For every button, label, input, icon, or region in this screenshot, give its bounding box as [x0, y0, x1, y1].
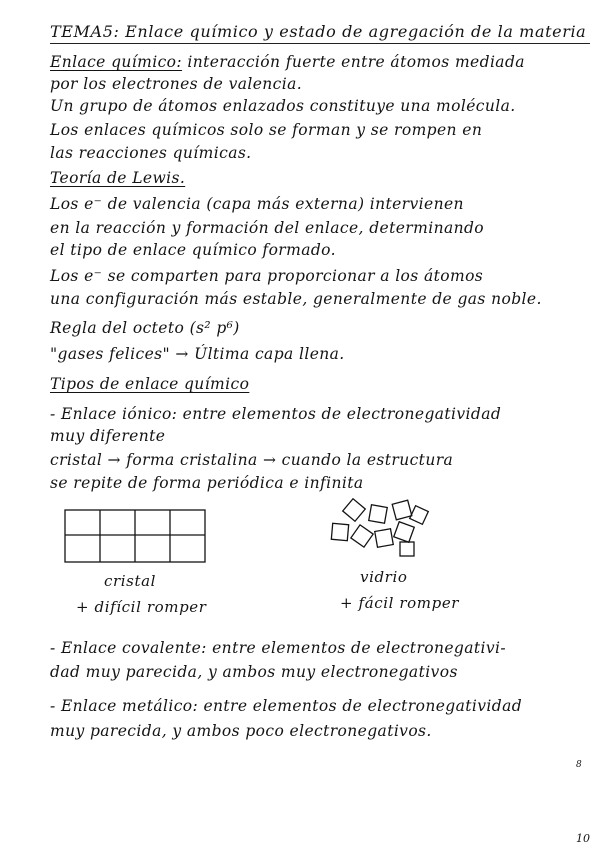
- title-underline: [50, 43, 590, 44]
- text-line: - Enlace covalente: entre elementos de electronegativi-: [50, 639, 507, 657]
- text-line: en la reacción y formación del enlace, determinando: [50, 219, 485, 237]
- text-line: el tipo de enlace químico formado.: [50, 241, 336, 259]
- definition-term: Enlace químico:: [50, 53, 183, 71]
- glass-disordered-diagram: [326, 494, 432, 562]
- text-line: una configuración más estable, generalmente de gas noble.: [50, 290, 542, 308]
- glass-caption: vidrio: [360, 568, 408, 586]
- types-heading: Tipos de enlace químico: [50, 375, 250, 393]
- text-line: las reacciones químicas.: [50, 144, 252, 162]
- text-line: cristal → forma cristalina → cuando la estructura: [50, 451, 454, 469]
- text-line: - Enlace metálico: entre elementos de electronegatividad: [50, 697, 523, 715]
- text-line: muy parecida, y ambos poco electronegativos.: [50, 722, 432, 740]
- text-line: dad muy parecida, y ambos muy electronegativos: [50, 663, 458, 681]
- page-number: 10: [576, 832, 590, 845]
- crystal-caption: cristal: [104, 572, 157, 590]
- text-line: - Enlace iónico: entre elementos de electronegatividad: [50, 405, 502, 423]
- text-line: se repite de forma periódica e infinita: [50, 474, 364, 492]
- lewis-heading: Teoría de Lewis.: [50, 169, 186, 187]
- glass-note: + fácil romper: [340, 594, 460, 612]
- text-line: "gases felices" → Última capa llena.: [50, 345, 345, 363]
- text-line: Un grupo de átomos enlazados constituye una molécula.: [50, 97, 516, 115]
- text-line: Los e⁻ se comparten para proporcionar a los átomos: [50, 267, 484, 285]
- text-line: muy diferente: [50, 427, 166, 445]
- definition-text: interacción fuerte entre átomos mediada: [182, 53, 525, 71]
- crystal-note: + difícil romper: [76, 598, 207, 616]
- definition-line: [50, 52, 590, 72]
- text-line: por los electrones de valencia.: [50, 75, 303, 93]
- side-marker: 8: [576, 760, 582, 770]
- text-line: Los enlaces químicos solo se forman y se rompen en: [50, 121, 483, 139]
- octet-rule-line: Regla del octeto (s² p⁶): [50, 319, 240, 337]
- crystal-grid-diagram: [64, 506, 210, 566]
- text-line: Los e⁻ de valencia (capa más externa) intervienen: [50, 195, 464, 213]
- page-title: TEMA5: Enlace químico y estado de agregación de la materia: [50, 22, 587, 41]
